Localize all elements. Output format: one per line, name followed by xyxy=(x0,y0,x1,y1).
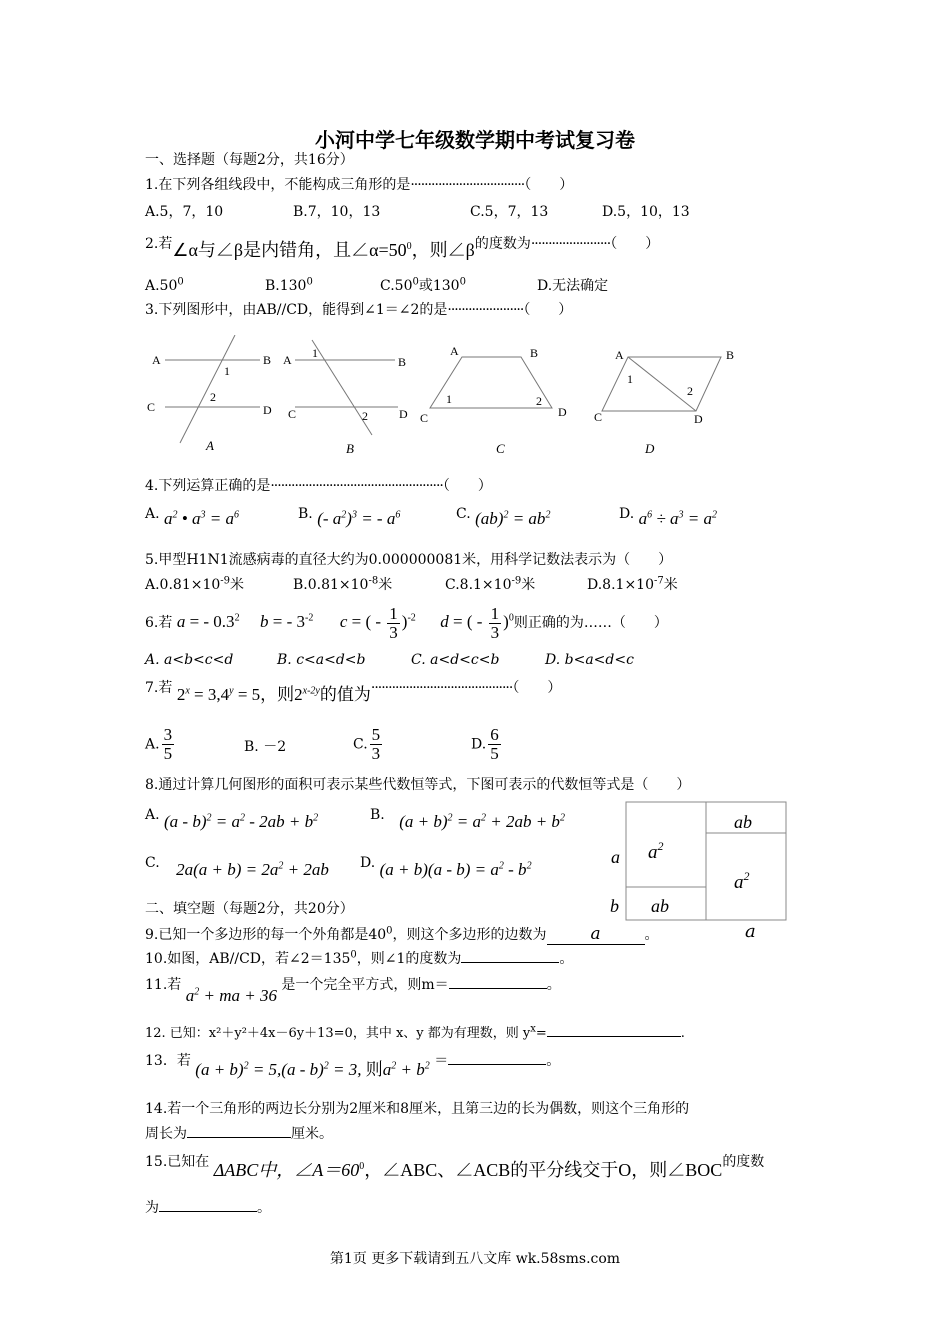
question-12: 12. 已知：x²＋y²＋4x－6y＋13=0，其中 x、y 都为有理数，则 $y^x=$ . xyxy=(145,1023,685,1041)
q1-option-a: A.5，7，10 xyxy=(145,204,224,220)
question-9: 9.已知一个多边形的每一个外角都是$40^0$，则这个多边形的边数为 a 。 xyxy=(145,924,659,944)
q2-option-d: D.无法确定 xyxy=(537,278,609,294)
page-title: 小河中学七年级数学期中考试复习卷 xyxy=(315,128,635,152)
q3-figure-d xyxy=(594,348,734,456)
label: A xyxy=(450,344,459,358)
angle-label: 2 xyxy=(536,394,542,408)
q1-option-c: C.5，7，13 xyxy=(470,204,549,220)
question-11: 11.若 $a^2$ + ma + 36 是一个完全平方式，则m＝ 。 xyxy=(145,977,561,1005)
label: C xyxy=(420,411,429,425)
caption: C xyxy=(496,441,505,456)
q1-option-b: B.7，10，13 xyxy=(293,204,381,220)
question-14-line-2: 周长为 厘米。 xyxy=(145,1126,333,1142)
a-squared-label: $a^2$ xyxy=(734,869,750,893)
angle-label: 2 xyxy=(210,390,216,404)
label: A xyxy=(283,353,292,367)
q8-option-c: C. $2a(a + b) = 2a^2 + 2ab$ xyxy=(145,855,329,879)
q5-option-d: $D.8.1\times 10^{-7}$米 xyxy=(587,575,678,593)
question-15: 15.已知在 ΔABC中，$\angle A=60^0$，∠ABC、∠ACB的平分线交于O，则∠BOC的度数 xyxy=(145,1154,765,1180)
question-7: 7.若 $2^x = 3,4^y = 5$，则$2^{x-2y}$的值为·········································（ ） xyxy=(145,680,562,704)
angle-label: 1 xyxy=(224,364,230,378)
label: A xyxy=(615,348,624,362)
q2-option-c: $C.50^0$或$130^0$ xyxy=(380,276,466,294)
q4-option-b: B. (- $a^2)^3$ = - $a^6$ xyxy=(298,506,401,528)
q2-option-b: B.130$^0$ xyxy=(265,276,313,294)
q8-option-a: A. $(a - b)^2 = a^2 - 2ab + b^2$ xyxy=(145,807,319,831)
label: A xyxy=(152,353,161,367)
question-1: 1.在下列各组线段中，不能构成三角形的是·································（ ） xyxy=(145,177,574,193)
q1-option-d: D.5，10，13 xyxy=(602,204,690,220)
label: B xyxy=(726,348,735,362)
section-2-heading: 二、填空题（每题2分，共20分） xyxy=(145,901,354,917)
q5-option-b: $B.0.81\times 10^{-8}$米 xyxy=(293,575,393,593)
side-label: b xyxy=(610,896,619,916)
label: C xyxy=(147,400,156,414)
q8-option-d: D. $(a + b)(a - b) = a^2 - b^2$ xyxy=(360,855,532,879)
q8-option-b: B. $(a + b)^2 = a^2 + 2ab + b^2$ xyxy=(370,807,565,831)
caption: B xyxy=(346,441,354,456)
q6-option-b: B. c<a<d<b xyxy=(277,652,366,668)
angle-label: 2 xyxy=(687,384,693,398)
question-6: 6.若 a = - $0.3^2$ b = - $3^{-2}$ c = ( - $\frac{1}{3}$ )$^{-2}$ d = ( - $\frac{1}{3}$ )$^0$则正确的为……（ ） xyxy=(145,603,668,642)
label: D xyxy=(399,407,408,421)
question-4: 4.下列运算正确的是··················································（ ） xyxy=(145,478,492,494)
ab-label: ab xyxy=(651,896,669,916)
q2-option-a: $A.50^0$ xyxy=(145,276,184,294)
q8-area-figure xyxy=(606,800,792,924)
q6-option-c: C. a<d<c<b xyxy=(411,652,500,668)
label: D xyxy=(263,403,272,417)
q3-figure-c xyxy=(420,344,567,456)
question-3: 3.下列图形中，由AB//CD，能得到∠1＝∠2的是······················（ ） xyxy=(145,302,573,318)
label: B xyxy=(398,355,407,369)
question-5: 5.甲型H1N1流感病毒的直径大约为0.000000081米，用科学记数法表示为（ ） xyxy=(145,552,673,568)
label: B xyxy=(263,353,272,367)
angle-label: 1 xyxy=(446,392,452,406)
question-15-line-2: 为 。 xyxy=(145,1200,271,1216)
stray-label: a xyxy=(745,921,756,942)
label: B xyxy=(530,346,539,360)
a-squared-label: $a^2$ xyxy=(648,839,664,863)
label: C xyxy=(594,410,603,424)
question-2: 2.若∠α与∠β是内错角，且$\angle\alpha=50^0$，则∠β的度数为·······················（ ） xyxy=(145,236,660,260)
q5-option-a: $A.0.81\times 10^{-9}$米 xyxy=(145,575,245,593)
q7-option-b: B. －2 xyxy=(244,739,287,755)
label: C xyxy=(288,407,297,421)
section-1-heading: 一、选择题（每题2分，共16分） xyxy=(145,152,354,168)
q4-option-a: A. $a^2$ • $a^3 = a^6$ xyxy=(145,506,239,528)
page-footer: 第1页 更多下载请到五八文库 wk.58sms.com xyxy=(329,1251,621,1267)
label: D xyxy=(558,405,567,419)
side-label: a xyxy=(611,847,620,867)
angle-label: 1 xyxy=(312,346,318,360)
question-14-line-1: 14.若一个三角形的两边长分别为2厘米和8厘米，且第三边的长为偶数，则这个三角形的 xyxy=(145,1101,690,1117)
q6-option-a: A. a<b<c<d xyxy=(145,652,234,668)
q3-figures xyxy=(140,335,780,465)
question-10: 10.如图，AB//CD，若$\angle 2=135^0$，则∠1的度数为 。 xyxy=(145,949,574,967)
q3-figure-b xyxy=(283,340,408,456)
q5-option-c: $C.8.1\times 10^{-9}$米 xyxy=(445,575,536,593)
angle-label: 1 xyxy=(627,372,633,386)
q4-option-c: C. $(ab)^2 = ab^2$ xyxy=(456,506,551,528)
question-13: 13．若 $(a + b)^2 = 5,(a - b)^2 = 3$, 则$a^2 + b^2$ ＝ 。 xyxy=(145,1053,561,1079)
caption: D xyxy=(645,441,655,456)
ab-label: ab xyxy=(734,812,752,832)
q7-option-c: C. $\frac{5}{3}$ xyxy=(353,725,381,763)
angle-label: 2 xyxy=(362,409,368,423)
caption: A xyxy=(206,438,214,453)
label: D xyxy=(694,412,703,426)
q4-option-d: D. $a^6 \div a^3 = a^2$ xyxy=(619,506,717,528)
q3-figure-a xyxy=(147,335,272,453)
q7-option-d: D. $\frac{6}{5}$ xyxy=(471,725,499,763)
q7-option-a: A. $\frac{3}{5}$ xyxy=(145,725,173,763)
q6-option-d: D. b<a<d<c xyxy=(545,652,634,668)
question-8: 8.通过计算几何图形的面积可表示某些代数恒等式，下图可表示的代数恒等式是（ ） xyxy=(145,777,691,793)
